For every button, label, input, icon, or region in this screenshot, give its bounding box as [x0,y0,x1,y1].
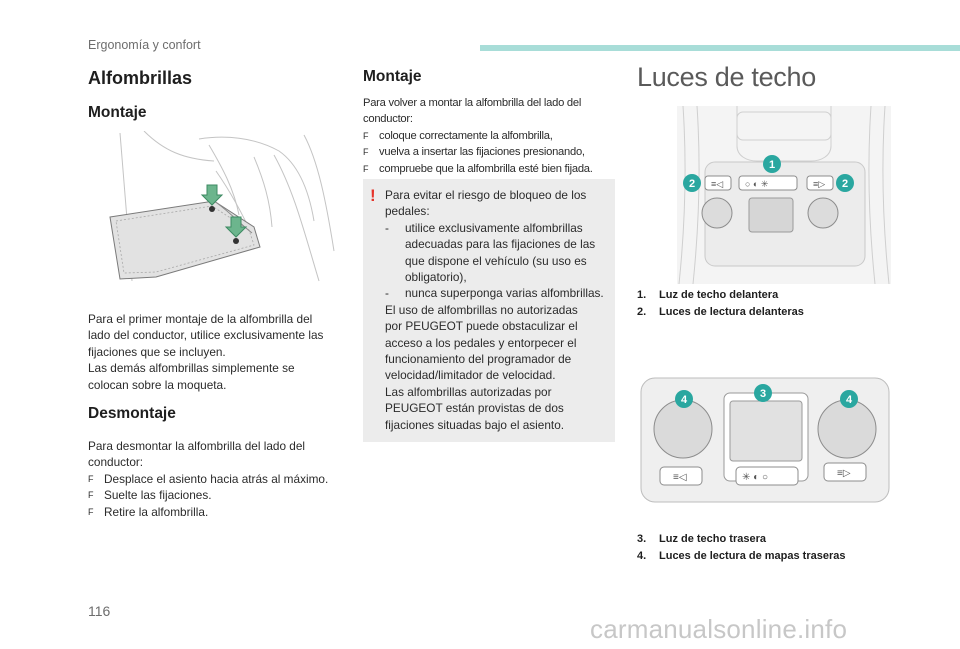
bullet-icon: F [363,163,369,174]
removal-bullet [88,471,348,487]
removal-intro-line: Para desmontar la alfombrilla del lado del [88,439,306,453]
courtesy-lamps-title: Luces de techo [637,62,816,92]
removal-bullet [88,487,348,503]
bullet-icon: F [88,506,94,517]
refitting-bullet [363,144,618,160]
svg-text:≡▷: ≡▷ [837,468,851,479]
refitting-bullet [363,128,618,144]
front-ceiling-lamp-badge: 1 [768,159,776,171]
refitting-intro-line: Para volver a montar la alfombrilla del lado del [363,97,582,109]
removal-bullet-text: Retire la alfombrilla. [104,504,209,519]
header-accent-bar [480,45,960,51]
warning-dash-line: adecuadas para las fijaciones de las [405,237,596,252]
rear-lamps-illustration [640,377,890,505]
front-lamps-illustration [677,106,891,284]
removal-text [88,438,348,520]
refitting-bullet-text: coloque correctamente la alfombrilla, [379,129,553,142]
refitting-title: Montaje [363,68,422,85]
warning-tail-line: Las alfombrillas autorizadas por [385,384,552,399]
fitting-line: fijaciones que se incluyen. [88,344,226,359]
warning-dash-item [385,220,605,286]
removal-bullet-text: Desplace el asiento hacia atrás al máximo. [104,471,329,486]
svg-text:≡◁: ≡◁ [673,472,687,483]
legend-item [637,531,845,548]
mats-title: Alfombrillas [88,68,193,88]
legend-item [637,304,804,321]
fitting-title: Montaje [88,104,147,121]
legend-label: Luces de lectura de mapas traseras [659,550,846,562]
dash-glyph: - [385,286,389,301]
warning-lead-line: pedales: [385,204,430,219]
warning-dash-line: utilice exclusivamente alfombrillas [405,220,583,235]
refitting-bullet-text: compruebe que la alfombrilla esté bien fijada. [379,162,593,175]
warning-tail-line: El uso de alfombrillas no autorizadas [385,302,578,317]
warning-tail-line: por PEUGEOT puede obstaculizar el [385,319,578,334]
refitting-text [363,95,618,177]
refitting-intro-line: conductor: [363,113,413,126]
svg-text:○ ◐ ✳: ○ ◐ ✳ [745,179,769,189]
front-reading-lamp-badge: 2 [688,178,696,190]
removal-title: Desmontaje [88,405,176,422]
warning-lead-line: Para evitar el riesgo de bloqueo de los [385,188,587,202]
fitting-line: Para el primer montaje de la alfombrilla del [88,312,313,326]
dash-glyph: - [385,220,389,235]
refitting-bullet [363,161,618,177]
legend-label: Luces de lectura delanteras [659,306,804,318]
bullet-icon: F [363,147,369,158]
legend-number: 2. [637,306,647,318]
legend-item [637,548,845,565]
legend-number: 1. [637,289,647,301]
fitting-line: colocan sobre la moqueta. [88,377,227,392]
warning-tail-line: velocidad/limitador de velocidad. [385,368,556,383]
removal-intro-line: conductor: [88,455,144,470]
bullet-icon: F [88,473,94,484]
warning-box [363,179,615,442]
warning-tail-line: funcionamiento del programador de [385,352,572,367]
rear-ceiling-lamp-badge: 3 [759,388,767,400]
bullet-icon: F [363,130,369,141]
warning-dash-line: nunca superponga varias alfombrillas. [405,286,604,301]
front-reading-lamp-badge: 2 [841,178,849,190]
legend-number: 3. [637,533,647,545]
svg-text:✳ ◐ ○: ✳ ◐ ○ [742,472,769,483]
floor-mat-illustration [104,131,340,303]
fitting-text [88,311,348,393]
legend-number: 4. [637,550,647,562]
warning-dash-item [385,285,605,301]
removal-bullet-text: Suelte las fijaciones. [104,488,212,503]
watermark: carmanualsonline.info [590,614,848,644]
legend-item [637,287,804,304]
svg-text:≡◁: ≡◁ [711,179,724,189]
refitting-bullet-text: vuelva a insertar las fijaciones presionando, [379,146,585,159]
warning-dash-line: obligatorio), [405,270,467,285]
rear-reading-lamp-badge: 4 [845,394,853,406]
rear-legend [637,531,845,565]
fitting-line: Las demás alfombrillas simplemente se [88,361,295,376]
warning-dash-line: que dispone el vehículo (su uso es [405,253,587,268]
rear-reading-lamp-badge: 4 [680,394,688,406]
fitting-line: lado del conductor, utilice exclusivamente las [88,328,324,343]
warning-tail-line: acceso a los pedales y entorpecer el [385,335,577,350]
svg-text:≡▷: ≡▷ [813,179,826,189]
warning-icon: ! [370,186,376,205]
removal-bullet [88,504,348,520]
bullet-icon: F [88,490,94,501]
warning-tail-line: fijaciones situadas bajo el asiento. [385,417,565,432]
legend-label: Luz de techo delantera [659,289,779,301]
section-header: Ergonomía y confort [88,38,201,52]
page-number: 116 [88,603,111,619]
front-legend [637,287,804,321]
legend-label: Luz de techo trasera [659,533,766,545]
warning-tail-line: PEUGEOT están provistas de dos [385,401,564,416]
